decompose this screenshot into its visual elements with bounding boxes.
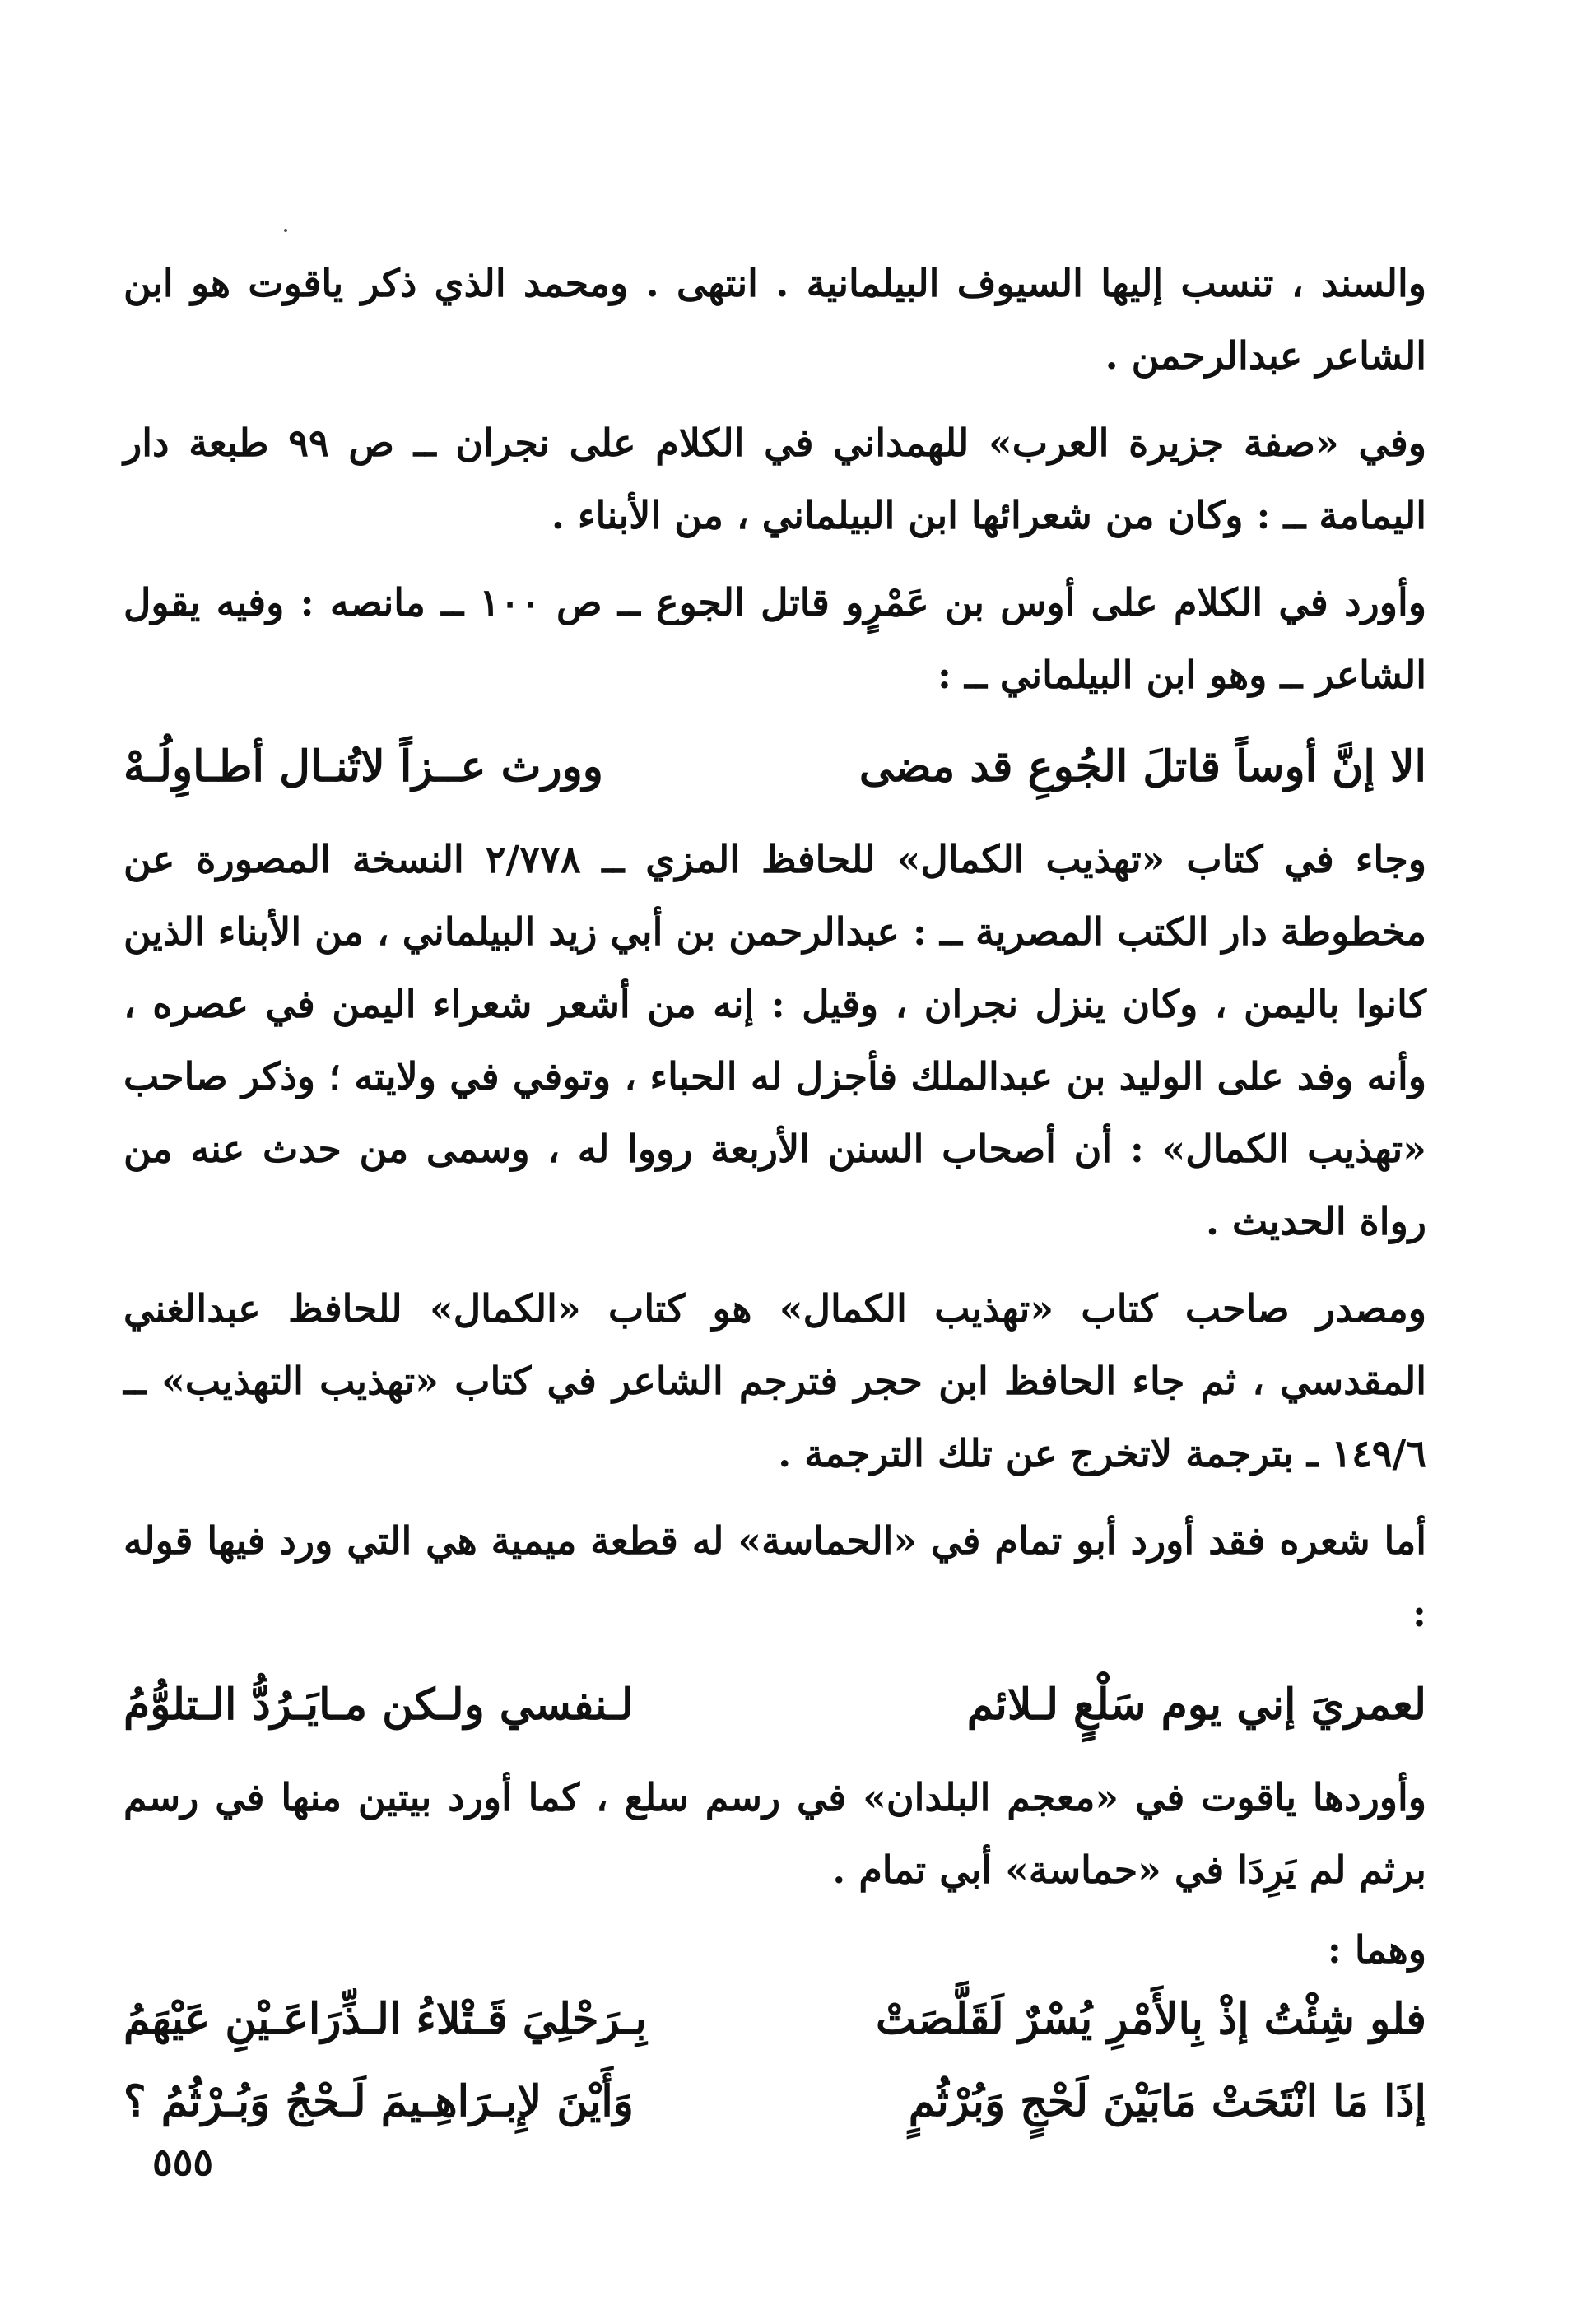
verse-3-second-hemistich: بِـرَحْلِيَ قَـتْلاءُ الـذِّرَاعَـيْنِ عَيْهَمُ xyxy=(123,1994,647,2044)
verse-2-first-hemistich: لعمريَ إني يوم سَلْعٍ لـلائم xyxy=(966,1680,1426,1730)
verse-4-second-hemistich: وَأَيْنَ لإِبـرَاهِـيمَ لَـحْجُ وَبُـرْثُمُ ؟ xyxy=(123,2076,634,2126)
scan-speck xyxy=(284,229,287,232)
verse-2-second-hemistich: لـنفسي ولـكن مـايَـرُدُّ الـتلوُّمُ xyxy=(123,1680,634,1730)
verse-2 xyxy=(123,1664,1426,1746)
verse-1-first-hemistich: الا إنَّ أوساً قاتلَ الجُوعِ قد مضى xyxy=(858,741,1426,792)
paragraph-6: أما شعره فقد أورد أبو تمام في «الحماسة» له قطعة ميمية هي التي ورد فيها قوله : xyxy=(123,1518,1426,1635)
verse-4 xyxy=(123,2061,1426,2143)
paragraph-5: ومصدر صاحب كتاب «تهذيب الكمال» هو كتاب «الكمال» للحافظ عبدالغني المقدسي ، ثم جاء الحافظ ابن حجر فترجم الشاعر في كتاب «تهذيب التهذيب» ــ ١٤٩/٦ ـ بترجمة لاتخرج عن تلك الترجمة . xyxy=(123,1286,1426,1476)
label-both: وهما : xyxy=(1327,1927,1426,1972)
verse-4-first-hemistich: إذَا مَا انْتَحَتْ مَابَيْنَ لَحْجٍ وَبُرْثُمٍ xyxy=(908,2076,1426,2126)
paragraph-1: والسند ، تنسب إليها السيوف البيلمانية . انتهى . ومحمد الذي ذكر ياقوت هو ابن الشاعر عبدالرحمن . xyxy=(123,261,1426,378)
verse-3 xyxy=(123,1978,1426,2061)
page-body xyxy=(123,247,1426,2143)
paragraph-4: وجاء في كتاب «تهذيب الكمال» للحافظ المزي ــ ٢/٧٧٨ النسخة المصورة عن مخطوطة دار الكتب المصرية ــ : عبدالرحمن بن أبي زيد البيلماني ، من الأبناء الذين كانوا باليمن ، وكان ينزل نجران ، وقيل : إنه من أشعر شعراء اليمن في عصره ، وأنه وفد على الوليد بن عبدالملك فأجزل له الحباء ، وتوفي في ولايته ؛ وذكر صاحب «تهذيب الكمال» : أن أصحاب السنن الأربعة رووا له ، وسمى من حدث عنه من رواة الحديث . xyxy=(123,837,1427,1243)
paragraph-2: وفي «صفة جزيرة العرب» للهمداني في الكلام على نجران ــ ص ٩٩ طبعة دار اليمامة ــ : وكان من شعرائها ابن البيلماني ، من الأبناء . xyxy=(123,421,1426,537)
verse-1 xyxy=(123,726,1426,808)
paragraph-3: وأورد في الكلام على أوس بن عَمْرٍو قاتل الجوع ــ ص ١٠٠ ــ مانصه : وفيه يقول الشاعر ــ وهو ابن البيلماني ــ : xyxy=(123,580,1426,697)
verse-3-first-hemistich: فلو شِئْتُ إذْ بِالأَمْرِ يُسْرٌ لَقَلَّصَتْ xyxy=(876,1994,1426,2044)
verse-1-second-hemistich: وورث عــزاً لاتُنـال أطـاوِلُـهْ xyxy=(123,741,603,792)
paragraph-7: وأوردها ياقوت في «معجم البلدان» في رسم سلع ، كما أورد بيتين منها في رسم برثم لم يَرِدَا في «حماسة» أبي تمام . xyxy=(123,1775,1426,1892)
page-number: ٥٥٥ xyxy=(152,2140,214,2184)
